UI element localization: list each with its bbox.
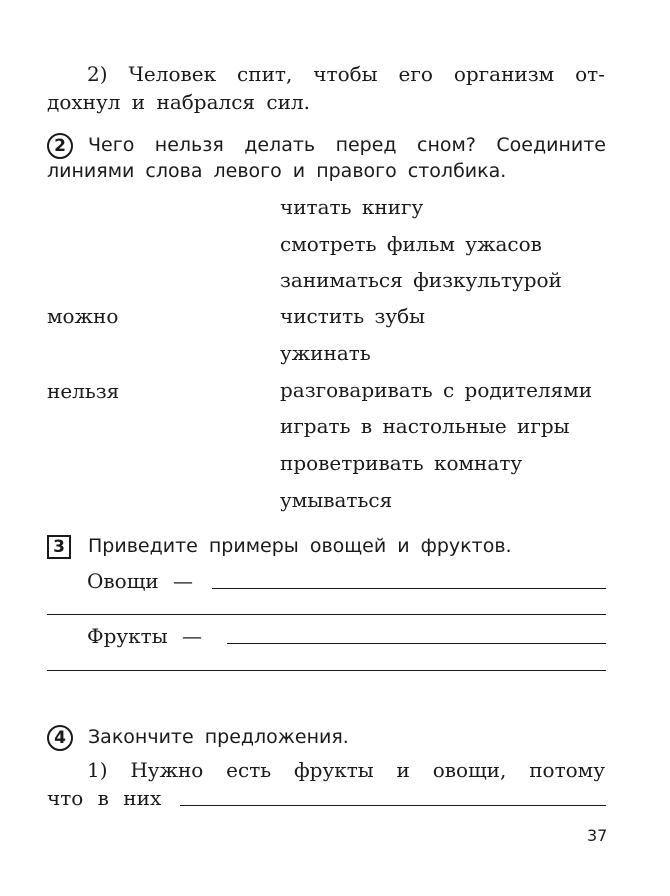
task4-answer-line[interactable] xyxy=(180,805,606,806)
task4-instruction: Закончите предложения. xyxy=(88,726,349,748)
right-option-1: читать книгу xyxy=(280,195,424,219)
task4-sentence-line-2: что в них xyxy=(47,786,162,810)
vegetables-answer-line-1[interactable] xyxy=(212,588,606,589)
paragraph-line-1: 2) Человек спит, чтобы его организм от- xyxy=(87,62,605,86)
right-option-6: разговаривать с родителями xyxy=(280,378,593,402)
right-option-8: проветривать комнату xyxy=(280,451,523,475)
task-number-3: 3 xyxy=(47,535,71,559)
task2-instruction-line-2: линиями слова левого и правого столбика. xyxy=(47,160,507,182)
right-option-2: смотреть фильм ужасов xyxy=(280,232,542,256)
page-number: 37 xyxy=(587,826,608,845)
right-option-5: ужинать xyxy=(280,341,371,365)
left-option-nelzya: нельзя xyxy=(47,379,120,403)
right-option-3: заниматься физкультурой xyxy=(280,268,562,292)
right-option-4: чистить зубы xyxy=(280,304,426,328)
left-option-mozhno: можно xyxy=(47,304,119,328)
vegetables-answer-line-2[interactable] xyxy=(47,614,606,615)
fruits-label: Фрукты — xyxy=(87,624,203,648)
task4-sentence-line-1: 1) Нужно есть фрукты и овощи, потому xyxy=(87,758,605,782)
vegetables-label: Овощи — xyxy=(87,569,193,593)
right-option-9: умываться xyxy=(280,488,393,512)
task-number-2: 2 xyxy=(47,133,73,159)
task3-instruction: Приведите примеры овощей и фруктов. xyxy=(88,535,512,557)
paragraph-line-2: дохнул и набрался сил. xyxy=(47,90,310,114)
fruits-answer-line-2[interactable] xyxy=(47,670,606,671)
fruits-answer-line-1[interactable] xyxy=(227,643,606,644)
task-number-4: 4 xyxy=(47,725,73,751)
right-option-7: играть в настольные игры xyxy=(280,414,570,438)
task2-instruction-line-1: Чего нельзя делать перед сном? Соедините xyxy=(88,134,606,156)
